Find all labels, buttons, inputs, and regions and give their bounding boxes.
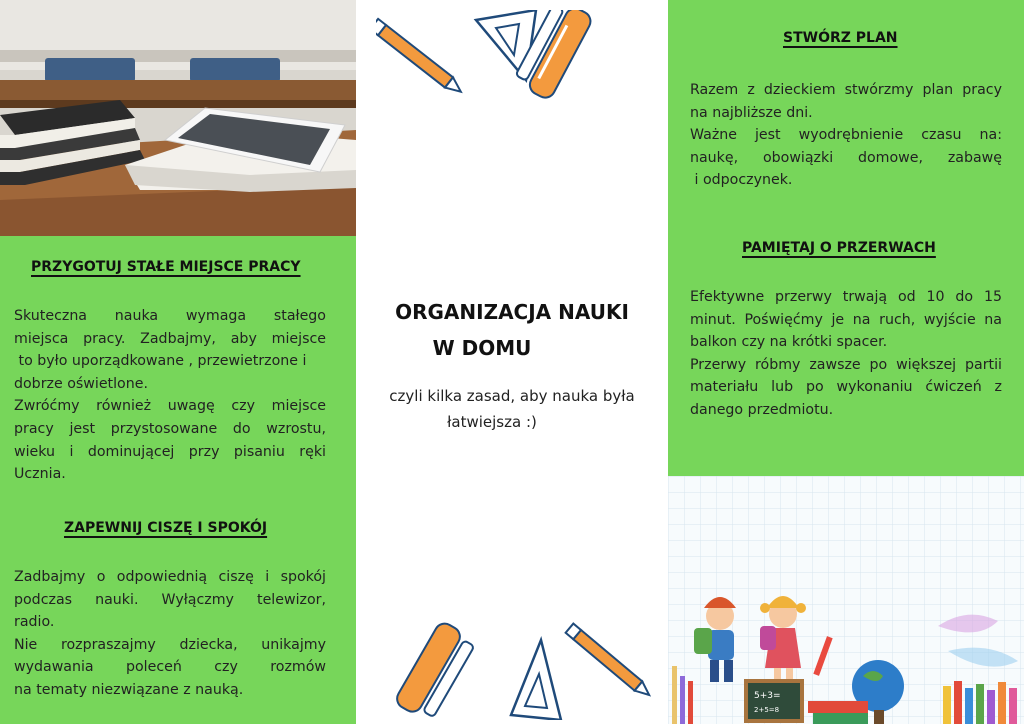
left-panel	[0, 0, 356, 724]
middle-panel	[356, 0, 668, 724]
text-line: i odpoczynek.	[690, 172, 793, 189]
left-green-area	[0, 236, 356, 724]
text-line: minut. Poświęćmy je na ruch, wyjście na	[690, 311, 1002, 328]
text-line: dobrze oświetlone.	[14, 375, 148, 392]
desk-photo	[0, 0, 356, 236]
text-line: Skuteczna nauka wymaga stałego	[14, 308, 326, 324]
section-heading-plan: STWÓRZ PLAN	[783, 30, 898, 46]
text-line: podczas nauki. Wyłączmy telewizor,	[14, 591, 326, 608]
school-supplies-bottom-icon	[386, 615, 666, 720]
brochure-subtitle-line1: czyli kilka zasad, aby nauka była	[389, 387, 635, 405]
section-body-quiet	[14, 566, 326, 702]
text-line: danego przedmiotu.	[690, 401, 834, 418]
text-line: Ważne jest wyodrębnienie czasu na:	[690, 127, 1002, 144]
brochure-title-line1: ORGANIZACJA NAUKI	[395, 300, 629, 324]
brochure-title-line2: W DOMU	[432, 336, 532, 360]
text-line: Razem z dzieckiem stwórzmy plan pracy	[690, 82, 1002, 98]
kids-illustration	[668, 476, 1024, 724]
text-line: na najbliższe dni.	[690, 104, 813, 121]
section-body-breaks	[690, 286, 1002, 422]
right-green-area	[668, 0, 1024, 476]
brochure-subtitle-line2: łatwiejsza :)	[447, 413, 537, 431]
chalkboard-text-2: 2+5=8	[754, 706, 780, 714]
text-line: Przerwy róbmy zawsze po większej partii	[690, 356, 1002, 373]
text-line: Efektywne przerwy trwają od 10 do 15	[690, 289, 1002, 305]
school-supplies-top-icon	[376, 10, 656, 105]
text-line: na tematy niezwiązane z nauką.	[14, 681, 244, 698]
text-line: radio.	[14, 614, 55, 631]
text-line: materiału lub po wykonaniu ćwiczeń z	[690, 379, 1002, 396]
text-line: Zwróćmy również uwagę czy miejsce	[14, 398, 326, 415]
text-line: to było uporządkowane , przewietrzone i	[14, 353, 307, 370]
text-line: balkon czy na krótki spacer.	[690, 334, 888, 351]
text-line: Nie rozpraszajmy dziecka, unikajmy	[14, 636, 326, 653]
right-panel	[668, 0, 1024, 724]
text-line: Zadbajmy o odpowiednią ciszę i spokój	[14, 569, 326, 585]
section-heading-quiet: ZAPEWNIJ CISZĘ I SPOKÓJ	[64, 520, 268, 536]
section-heading-breaks: PAMIĘTAJ O PRZERWACH	[742, 240, 936, 256]
section-body-workspace	[14, 305, 326, 486]
text-line: Ucznia.	[14, 466, 66, 483]
text-line: miejsca pracy. Zadbajmy, aby miejsce	[14, 330, 326, 347]
text-line: naukę, obowiązki domowe, zabawę	[690, 149, 1002, 166]
text-line: wydawania poleceń czy rozmów	[14, 659, 326, 676]
section-body-plan	[690, 79, 1002, 192]
text-line: wieku i dominującej przy pisaniu ręki	[14, 443, 326, 460]
chalkboard-text: 5+3=	[754, 691, 781, 701]
text-line: pracy jest przystosowane do wzrostu,	[14, 420, 326, 437]
section-heading-workspace: PRZYGOTUJ STAŁE MIEJSCE PRACY	[31, 259, 301, 275]
